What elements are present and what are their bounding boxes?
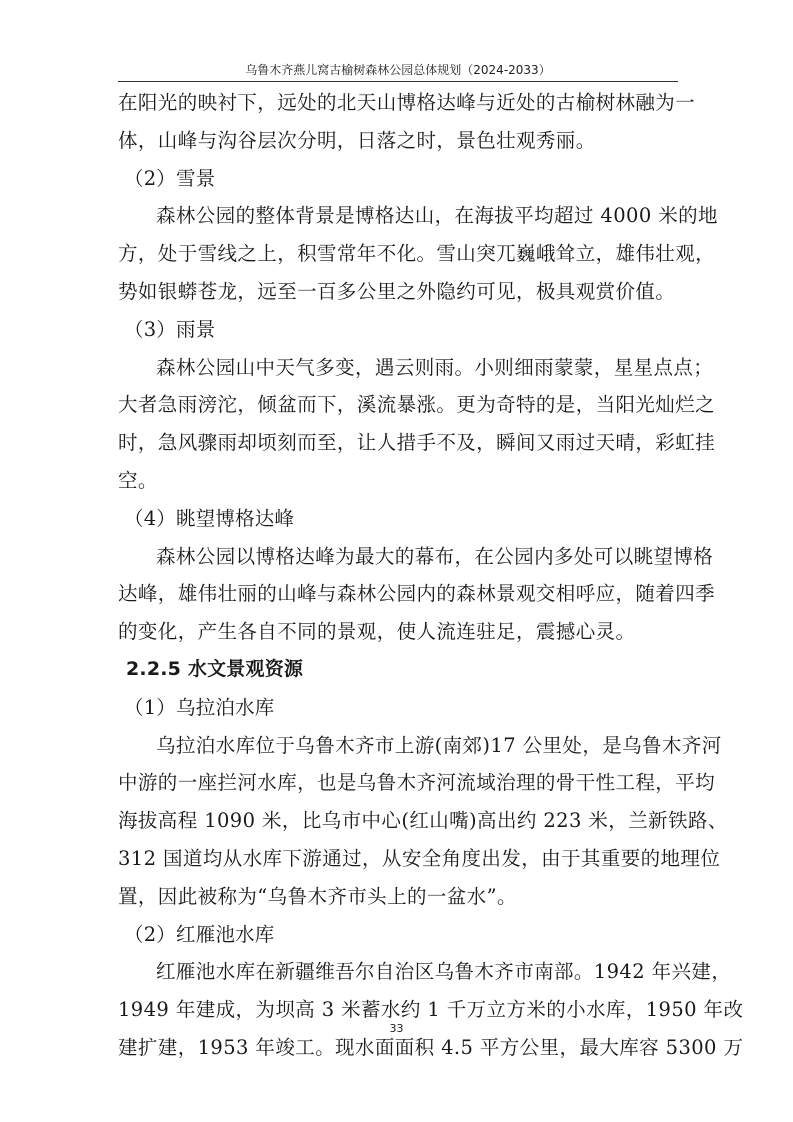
paragraph-line: 大者急雨滂沱，倾盆而下，溪流暴涨。更为奇特的是，当阳光灿烂之 (118, 393, 716, 417)
section-heading: 2.2.5 水文景观资源 (126, 657, 304, 680)
item-heading-hongyanchi-reservoir: （2）红雁池水库 (124, 922, 275, 946)
body-text (118, 84, 744, 1067)
paragraph-line: 乌拉泊水库位于乌鲁木齐市上游(南郊)17 公里处，是乌鲁木齐河 (156, 733, 722, 757)
paragraph-line: 达峰，雄伟壮丽的山峰与森林公园内的森林景观交相呼应，随着四季 (118, 582, 716, 606)
paragraph-line: 海拔高程 1090 米，比乌市中心(红山嘴)高出约 223 米，兰新铁路、 (118, 809, 728, 833)
paragraph-line: 势如银蟒苍龙，远至一百多公里之外隐约可见，极具观赏价值。 (118, 279, 676, 303)
paragraph-line: 红雁池水库在新疆维吾尔自治区乌鲁木齐市南部。1942 年兴建， (156, 960, 732, 984)
paragraph-line: 312 国道均从水库下游通过，从安全角度出发，由于其重要的地理位 (118, 846, 721, 870)
item-heading-wulabo-reservoir: （1）乌拉泊水库 (124, 695, 275, 719)
running-header: 乌鲁木齐燕儿窝古榆树森林公园总体规划（2024-2033） (245, 63, 551, 77)
paragraph-line: 空。 (118, 468, 158, 492)
item-heading-bogda-view: （4）眺望博格达峰 (124, 506, 295, 530)
paragraph-line: 建扩建，1953 年竣工。现水面面积 4.5 平方公里，最大库容 5300 万 (118, 1035, 744, 1059)
paragraph-line: 森林公园以博格达峰为最大的幕布，在公园内多处可以眺望博格 (156, 544, 714, 568)
paragraph-line: 森林公园的整体背景是博格达山，在海拔平均超过 4000 米的地 (156, 204, 718, 228)
paragraph-line: 时，急风骤雨却顷刻而至，让人措手不及，瞬间又雨过天晴，彩虹挂 (118, 431, 716, 455)
item-heading-snow-scene: （2）雪景 (124, 166, 216, 190)
paragraph-line: 置，因此被称为“乌鲁木齐市头上的一盆水”。 (118, 884, 517, 908)
paragraph-line: 森林公园山中天气多变，遇云则雨。小则细雨蒙蒙，星星点点； (156, 355, 714, 379)
paragraph-line: 1949 年建成，为坝高 3 米蓄水约 1 千万立方米的小水库，1950 年改 (118, 998, 744, 1022)
paragraph-line: 中游的一座拦河水库，也是乌鲁木齐河流域治理的骨干性工程，平均 (118, 771, 716, 795)
paragraph-line: 体，山峰与沟谷层次分明，日落之时，景色壮观秀丽。 (118, 128, 596, 152)
item-heading-rain-scene: （3）雨景 (124, 317, 216, 341)
paragraph-line: 方，处于雪线之上，积雪常年不化。雪山突兀巍峨耸立，雄伟壮观， (118, 242, 716, 266)
paragraph-line: 在阳光的映衬下，远处的北天山博格达峰与近处的古榆树林融为一 (118, 91, 696, 114)
paragraph-line: 的变化，产生各自不同的景观，使人流连驻足，震撼心灵。 (118, 620, 636, 644)
header-rule (118, 81, 678, 82)
page-number: 33 (389, 1022, 404, 1035)
